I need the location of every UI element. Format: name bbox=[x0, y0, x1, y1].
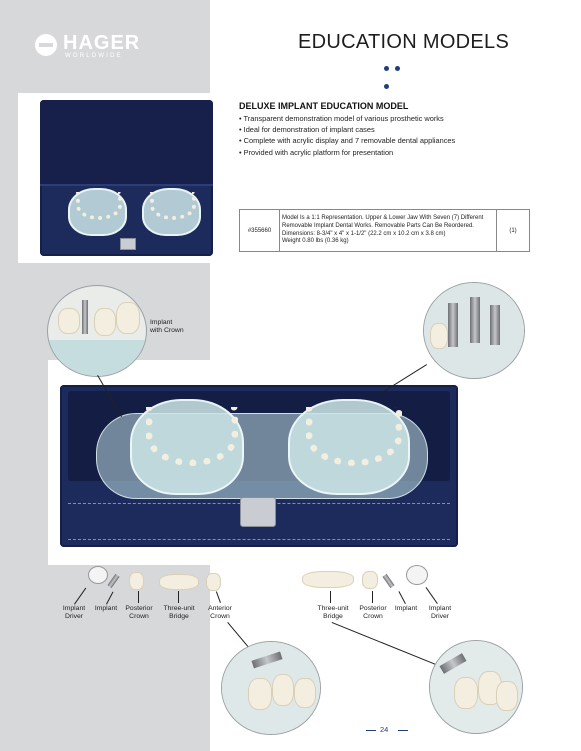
teeth-row bbox=[150, 192, 196, 220]
tooth bbox=[496, 681, 518, 711]
teeth-row bbox=[76, 192, 122, 220]
leader-line bbox=[426, 587, 438, 604]
implant-driver-part bbox=[88, 566, 108, 584]
feature-item: • Provided with acrylic platform for presentation bbox=[239, 147, 394, 157]
feature-item: • Transparent demonstration model of various prosthetic works bbox=[239, 114, 444, 123]
tooth bbox=[272, 674, 294, 706]
logo-subtitle: WORLDWIDE bbox=[65, 53, 123, 59]
feature-list bbox=[239, 113, 455, 158]
product-title: DELUXE IMPLANT EDUCATION MODEL bbox=[239, 101, 409, 111]
label-line: Posterior bbox=[359, 605, 387, 612]
teeth-row bbox=[306, 407, 402, 466]
table-row bbox=[240, 210, 530, 252]
label-line: Bridge bbox=[323, 613, 343, 621]
label-implant-with-crown bbox=[150, 319, 184, 336]
label-line: Anterior bbox=[208, 605, 232, 612]
main-photo-case bbox=[60, 385, 458, 547]
leader-line bbox=[332, 622, 444, 668]
posterior-crown-part bbox=[129, 572, 144, 590]
logo-name: HAGER bbox=[63, 32, 141, 54]
product-photo-case bbox=[40, 100, 213, 256]
label-posterior-crown-left bbox=[122, 605, 156, 622]
title-dots bbox=[384, 58, 414, 64]
label-line: Three-unit bbox=[163, 605, 195, 612]
tooth bbox=[294, 678, 316, 708]
case-lid bbox=[40, 100, 213, 186]
hager-logo-icon bbox=[35, 34, 57, 56]
label-line: Posterior bbox=[125, 605, 153, 612]
tooth bbox=[58, 308, 80, 334]
leader-line bbox=[398, 591, 405, 604]
posterior-crown-part bbox=[362, 571, 378, 589]
tooth bbox=[454, 677, 478, 709]
description-line: Weight 0.80 lbs (0.36 kg) bbox=[282, 238, 349, 245]
tooth bbox=[94, 308, 116, 336]
label-line: Crown bbox=[210, 613, 230, 621]
implant-post bbox=[448, 303, 458, 347]
zoom-circle-bridge bbox=[429, 640, 523, 734]
label-line: with Crown bbox=[150, 327, 184, 335]
three-unit-bridge-part bbox=[159, 574, 199, 590]
hager-logo bbox=[35, 34, 155, 64]
tooth bbox=[116, 302, 140, 334]
zoom-circle-anterior-crown bbox=[221, 641, 321, 735]
spec-table bbox=[239, 209, 530, 252]
description-line: Model Is a 1:1 Representation. Upper & Lower Jaw With Seven (7) Different bbox=[282, 215, 484, 222]
label-line: Implant bbox=[428, 605, 452, 612]
leader-line bbox=[216, 591, 221, 603]
page-title: EDUCATION MODELS bbox=[298, 31, 510, 53]
case-clasp bbox=[120, 238, 136, 250]
implant-driver-part bbox=[406, 565, 428, 585]
zoom-circle-implant-crown bbox=[47, 285, 147, 377]
label-implant-driver-right bbox=[423, 605, 457, 622]
label-posterior-crown-right bbox=[356, 605, 390, 622]
tooth bbox=[430, 323, 448, 349]
label-implant-driver-left bbox=[57, 605, 91, 622]
label-line: Bridge bbox=[169, 613, 189, 621]
label-three-unit-bridge-right bbox=[314, 605, 352, 622]
leader-line bbox=[372, 591, 373, 603]
teeth-row bbox=[146, 407, 238, 466]
label-line: Three-unit bbox=[317, 605, 349, 612]
label-implant-right bbox=[392, 605, 420, 613]
label-three-unit-bridge-left bbox=[160, 605, 198, 622]
zoom-circle-implants bbox=[423, 282, 525, 379]
label-line: Implant bbox=[94, 605, 118, 612]
anterior-crown-part bbox=[206, 573, 221, 591]
label-line: Implant bbox=[150, 319, 173, 326]
label-line: Driver bbox=[64, 613, 84, 621]
implant-post bbox=[490, 305, 500, 345]
case-clasp bbox=[240, 497, 276, 527]
implant-post bbox=[82, 300, 88, 334]
stitching bbox=[68, 539, 450, 540]
label-line: Crown bbox=[363, 613, 383, 621]
leader-line bbox=[330, 591, 331, 603]
page-number: 24 bbox=[380, 725, 389, 734]
description-cell bbox=[280, 210, 497, 252]
tooth bbox=[248, 678, 272, 710]
footer-dash bbox=[398, 730, 408, 731]
label-line: Implant bbox=[62, 605, 86, 612]
description-line: Removable Implant Dental Works. Removable Parts Can Be Reordered. bbox=[282, 222, 474, 229]
label-line: Driver bbox=[430, 613, 450, 621]
leader-line bbox=[178, 591, 179, 603]
feature-item: • Ideal for demonstration of implant cases bbox=[239, 125, 375, 135]
footer-dash bbox=[366, 730, 376, 731]
label-implant-left bbox=[93, 605, 119, 613]
gum-base bbox=[48, 340, 146, 376]
three-unit-bridge-part bbox=[302, 571, 354, 588]
description-line: Dimensions: 8-3/4" x 4" x 1-1/2" (22.2 cm x 10.2 cm x 3.8 cm) bbox=[282, 230, 446, 237]
sku-cell: #355660 bbox=[240, 210, 280, 252]
label-line: Implant bbox=[394, 605, 418, 612]
implant-part bbox=[382, 574, 394, 588]
label-anterior-crown bbox=[203, 605, 237, 622]
label-line: Crown bbox=[129, 613, 149, 621]
leader-line bbox=[138, 591, 139, 603]
implant-post bbox=[470, 297, 480, 343]
feature-item: • Complete with acrylic display and 7 removable dental appliances bbox=[239, 136, 456, 146]
quantity-cell: (1) bbox=[497, 210, 530, 252]
